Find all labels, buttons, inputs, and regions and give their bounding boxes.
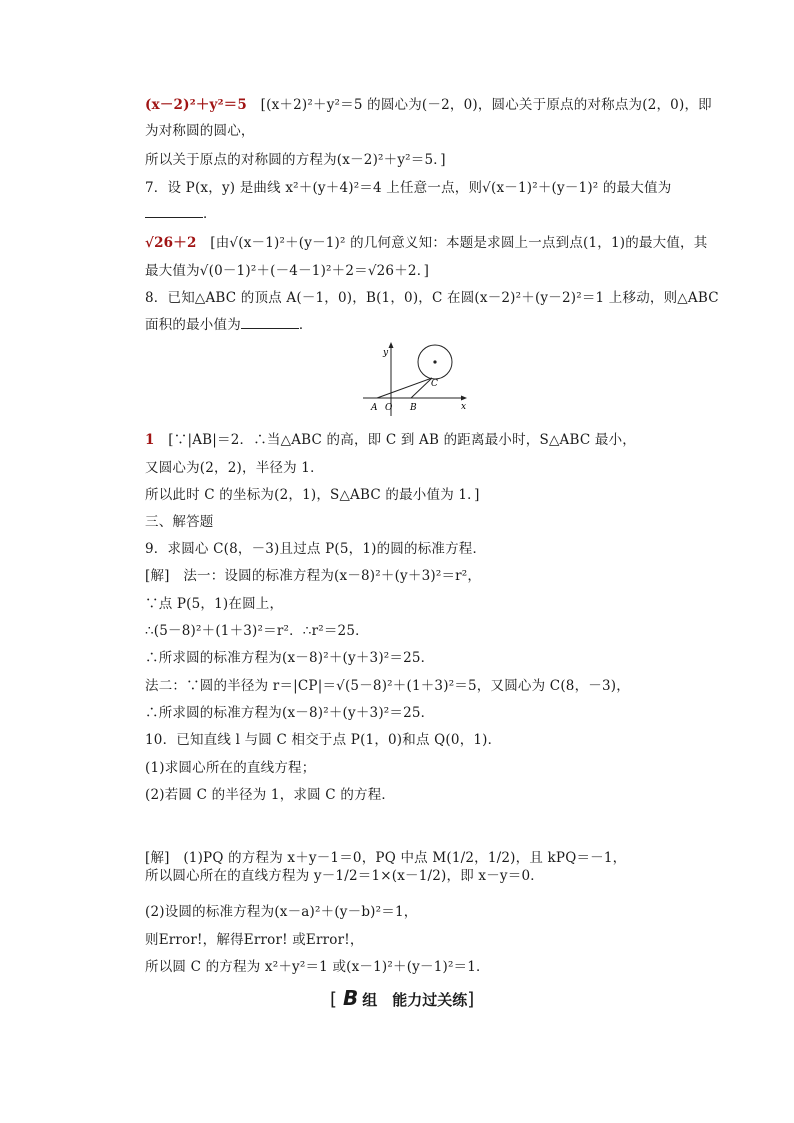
- question-10-part-1: (1)求圆心所在的直线方程；: [145, 760, 316, 776]
- answer-line-8: 1 [∵|AB|＝2．∴当△ABC 的高，即 C 到 AB 的距离最小时，S△ABC 最小，: [145, 432, 636, 448]
- y-axis-label: y: [383, 348, 389, 358]
- point-a-label: A: [371, 403, 378, 413]
- point-c-label: C: [431, 379, 438, 389]
- answer-7: √26＋2: [145, 235, 197, 251]
- x-axis-label: x: [461, 402, 467, 412]
- origin-label: O: [385, 403, 393, 413]
- solution-line: 法二：∵圆的半径为 r＝|CP|＝√(5－8)²＋(1＋3)²＝5，又圆心为 C(8，－3)，: [145, 678, 630, 694]
- solution-line: ∴(5－8)²＋(1＋3)²＝r²．∴r²＝25．: [145, 623, 369, 639]
- answer-line-6: (x－2)²＋y²＝5 [(x＋2)²＋y²＝5 的圆心为(－2，0)，圆心关于原点的对称点为(2，0)，即: [145, 97, 712, 113]
- answer-6: (x－2)²＋y²＝5: [145, 97, 247, 113]
- geometry-figure: [355, 340, 470, 418]
- question-8: 8．已知△ABC 的顶点 A(－1，0)，B(1，0)，C 在圆(x－2)²＋(y－2)²＝1 上移动，则△ABC: [145, 290, 719, 306]
- answer-blank: [241, 316, 299, 329]
- group-title: 组 能力过关练: [362, 991, 468, 1009]
- group-letter: B: [343, 986, 359, 1010]
- answer-8: 1: [145, 432, 155, 448]
- answer-line-7: √26＋2 [由√(x－1)²＋(y－1)² 的几何意义知：本题是求圆上一点到点(1，1)的最大值，其: [145, 235, 708, 251]
- text-line: 所以此时 C 的坐标为(2，1)，S△ABC 的最小值为 1．]: [145, 487, 480, 503]
- solution-line: [解] (1)PQ 的方程为 x＋y－1＝0，PQ 中点 M(1/2，1/2)，且 kPQ＝－1，: [145, 850, 627, 866]
- question-10: 10．已知直线 l 与圆 C 相交于点 P(1，0)和点 Q(0，1)．: [145, 732, 502, 748]
- solution-line: 则Error!，解得Error! 或Error!，: [145, 932, 364, 948]
- text-line: 为对称圆的圆心，: [145, 123, 255, 139]
- solution-line: (2)设圆的标准方程为(x－a)²＋(y－b)²＝1，: [145, 904, 418, 920]
- question-9: 9．求圆心 C(8，－3)且过点 P(5，1)的圆的标准方程．: [145, 541, 487, 557]
- solution-line: 所以圆心所在的直线方程为 y－1/2＝1×(x－1/2)，即 x－y＝0．: [145, 868, 544, 884]
- point-b-label: B: [410, 403, 417, 413]
- answer-blank: [145, 205, 203, 218]
- text-line: 所以关于原点的对称圆的方程为(x－2)²＋y²＝5．]: [145, 152, 446, 168]
- text-line: 又圆心为(2，2)，半径为 1．: [145, 460, 324, 476]
- section-heading: 三、解答题: [145, 514, 214, 530]
- solution-line: ∵点 P(5，1)在圆上，: [145, 596, 284, 612]
- question-7: 7．设 P(x，y) 是曲线 x²＋(y＋4)²＝4 上任意一点，则√(x－1)²＋(y－1)² 的最大值为: [145, 180, 672, 196]
- question-7-blank: ．: [145, 204, 217, 224]
- solution-line: [解] 法一：设圆的标准方程为(x－8)²＋(y＋3)²＝r²，: [145, 568, 482, 584]
- text-line: 最大值为√(0－1)²＋(－4－1)²＋2＝√26＋2．]: [145, 263, 430, 279]
- solution-line: ∴所求圆的标准方程为(x－8)²＋(y＋3)²＝25．: [145, 705, 435, 721]
- solution-line: 所以圆 C 的方程为 x²＋y²＝1 或(x－1)²＋(y－1)²＝1．: [145, 959, 490, 975]
- solution-line: ∴所求圆的标准方程为(x－8)²＋(y＋3)²＝25．: [145, 650, 435, 666]
- question-10-part-2: (2)若圆 C 的半径为 1，求圆 C 的方程．: [145, 787, 396, 803]
- group-b-banner: [ B 组 能力过关练]: [330, 986, 475, 1010]
- question-8-blank: 面积的最小值为 ．: [145, 317, 313, 333]
